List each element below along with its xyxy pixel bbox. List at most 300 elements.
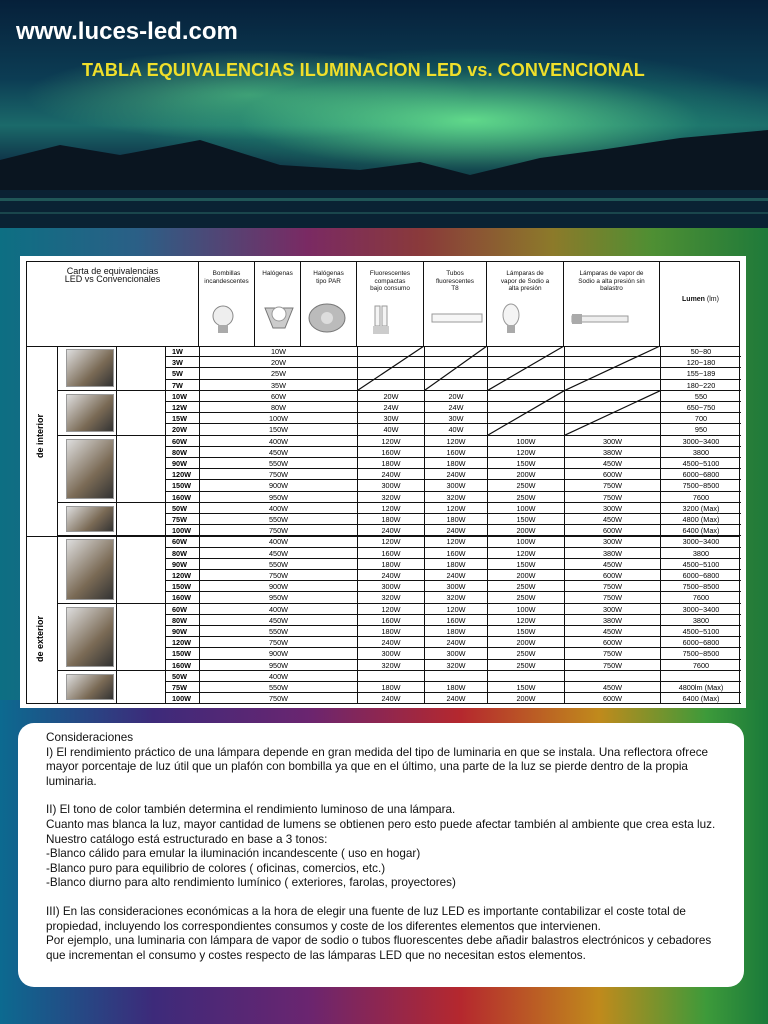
site-url[interactable]: www.luces-led.com	[16, 18, 238, 45]
interior-row-13-tub: 320W	[424, 492, 487, 503]
exterior-row-9-lum: 6000~6800	[660, 637, 741, 648]
exterior-row-1-led: 80W	[165, 548, 199, 559]
exterior-row-12-flu	[357, 671, 424, 682]
exterior-row-8-led: 90W	[165, 626, 199, 637]
considerations-title: Consideraciones	[46, 731, 134, 744]
exterior-row-1-flu: 160W	[357, 548, 424, 559]
mr16-lamp-photo	[66, 349, 114, 387]
interior-row-8-inc: 400W	[199, 436, 357, 447]
interior-row-5-sod	[487, 402, 564, 413]
exterior-row-11-inc: 950W	[199, 660, 357, 671]
interior-row-8-lum: 3000~3400	[660, 436, 741, 447]
column-header-line: Sodio a alta presión sin	[578, 277, 645, 285]
exterior-row-10-inc: 900W	[199, 648, 357, 659]
exterior-row-7-tub: 160W	[424, 615, 487, 626]
exterior-row-11-flu: 320W	[357, 660, 424, 671]
interior-row-16-sod2: 600W	[564, 525, 660, 536]
exterior-row-13-flu: 180W	[357, 682, 424, 693]
group-divider	[116, 391, 117, 435]
panel-lamp-photo	[66, 506, 114, 533]
interior-row-15-led: 75W	[165, 514, 199, 525]
exterior-row-10-sod: 250W	[487, 648, 564, 659]
exterior-row-4-inc: 900W	[199, 581, 357, 592]
interior-row-9-led: 80W	[165, 447, 199, 458]
interior-row-1-inc: 20W	[199, 357, 357, 368]
interior-row-6-sod2	[564, 413, 660, 424]
considerations-panel	[18, 723, 744, 987]
interior-label: de interior	[35, 413, 45, 458]
interior-row-10-tub: 180W	[424, 458, 487, 469]
exterior-row-14-sod: 200W	[487, 693, 564, 704]
interior-row-6-sod	[487, 413, 564, 424]
exterior-row-4-sod2: 750W	[564, 581, 660, 592]
exterior-row-7-led: 80W	[165, 615, 199, 626]
carta-header	[27, 262, 199, 346]
interior-row-6-inc: 100W	[199, 413, 357, 424]
interior-row-8-led: 60W	[165, 436, 199, 447]
exterior-row-14-flu: 240W	[357, 693, 424, 704]
column-header-label	[424, 262, 486, 293]
exterior-row-1-lum: 3800	[660, 548, 741, 559]
column-header-2	[301, 262, 357, 346]
header-banner	[0, 0, 768, 228]
interior-row-1-lum: 120~180	[660, 357, 741, 368]
exterior-row-13-sod2: 450W	[564, 682, 660, 693]
exterior-row-8-tub: 180W	[424, 626, 487, 637]
lamp-icon	[428, 302, 483, 336]
exterior-row-0-inc: 400W	[199, 536, 357, 547]
interior-row-0-sod	[487, 346, 564, 357]
interior-row-15-lum: 4800 (Max)	[660, 514, 741, 525]
exterior-row-2-inc: 550W	[199, 559, 357, 570]
interior-row-15-inc: 550W	[199, 514, 357, 525]
group-divider	[116, 436, 117, 502]
column-header-line: Halógenas	[262, 270, 293, 277]
interior-row-12-led: 150W	[165, 480, 199, 491]
exterior-row-12-inc: 400W	[199, 671, 357, 682]
exterior-row-10-led: 150W	[165, 648, 199, 659]
exterior-row-2-flu: 180W	[357, 559, 424, 570]
lamp-group-cell	[57, 671, 165, 705]
streetlight-photo	[66, 539, 114, 599]
interior-row-8-sod: 100W	[487, 436, 564, 447]
exterior-row-7-lum: 3800	[660, 615, 741, 626]
interior-row-3-tub	[424, 380, 487, 391]
exterior-row-14-inc: 750W	[199, 693, 357, 704]
column-header-line: Tubos	[446, 270, 464, 277]
exterior-row-4-lum: 7500~8500	[660, 581, 741, 592]
exterior-row-4-led: 150W	[165, 581, 199, 592]
exterior-row-9-flu: 240W	[357, 637, 424, 648]
exterior-row-8-sod: 150W	[487, 626, 564, 637]
exterior-row-5-sod2: 750W	[564, 592, 660, 603]
consideration-2f: -Blanco diurno para alto rendimiento lumínico ( exteriores, farolas, proyectores)	[46, 876, 456, 890]
interior-row-14-led: 50W	[165, 503, 199, 514]
interior-row-7-led: 20W	[165, 424, 199, 435]
column-header-line: Fluorescentes	[369, 270, 411, 277]
exterior-row-11-sod: 250W	[487, 660, 564, 671]
exterior-row-14-lum: 6400 (Max)	[660, 693, 741, 704]
column-header-line: alta presión	[508, 285, 542, 292]
exterior-row-9-sod: 200W	[487, 637, 564, 648]
interior-row-0-sod2	[564, 346, 660, 357]
floodlight-photo	[66, 607, 114, 667]
exterior-row-14-led: 100W	[165, 693, 199, 704]
interior-row-10-inc: 550W	[199, 458, 357, 469]
lumen-header	[660, 262, 741, 346]
consideration-2c: Nuestro catálogo está estructurado en base a 3 tonos:	[46, 832, 328, 846]
interior-row-2-sod	[487, 368, 564, 379]
highbay-lamp-photo	[66, 439, 114, 499]
exterior-row-8-lum: 4500~5100	[660, 626, 741, 637]
interior-row-2-sod2	[564, 368, 660, 379]
interior-row-12-flu: 300W	[357, 480, 424, 491]
column-header-1	[255, 262, 301, 346]
interior-row-5-flu: 24W	[357, 402, 424, 413]
interior-row-13-flu: 320W	[357, 492, 424, 503]
interior-row-3-led: 7W	[165, 380, 199, 391]
lamp-group-cell	[57, 436, 165, 503]
column-header-line: compactas	[374, 277, 406, 285]
consideration-2a: II) El tono de color también determina el rendimiento luminoso de una lámpara.	[46, 803, 456, 817]
column-header-line: fluorescentes	[435, 277, 474, 285]
consideration-3a: III) En las consideraciones económicas a la hora de elegir una fuente de luz LED es importante contabilizar el coste total de propiedad, incluyendo los correspondientes consumos y coste de los diferentes elementos que intervienen.	[46, 904, 686, 933]
interior-row-14-tub: 120W	[424, 503, 487, 514]
interior-row-6-tub: 30W	[424, 413, 487, 424]
interior-row-5-tub: 24W	[424, 402, 487, 413]
lamp-icon	[259, 302, 297, 336]
interior-row-4-sod	[487, 391, 564, 402]
column-header-0	[199, 262, 255, 346]
exterior-row-6-lum: 3000~3400	[660, 604, 741, 615]
interior-row-7-sod2	[564, 424, 660, 435]
consideration-2b: Cuanto mas blanca la luz, mayor cantidad de lumens se obtienen pero esto puede afectar también al ambiente que crea esta luz.	[46, 817, 716, 831]
exterior-row-3-sod2: 600W	[564, 570, 660, 581]
exterior-row-8-inc: 550W	[199, 626, 357, 637]
interior-row-3-sod	[487, 380, 564, 391]
exterior-row-3-tub: 240W	[424, 570, 487, 581]
interior-row-10-led: 90W	[165, 458, 199, 469]
interior-row-3-lum: 180~220	[660, 380, 741, 391]
consideration-3b: Por ejemplo, una luminaria con lámpara de vapor de sodio o tubos fluorescentes debe añadir balastros electrónicos y cebadores que incrementan el consumo y costes respecto de las lámparas LED que no necesitan estos elementos.	[46, 934, 712, 962]
interior-row-5-led: 12W	[165, 402, 199, 413]
exterior-row-11-tub: 320W	[424, 660, 487, 671]
interior-row-14-sod: 100W	[487, 503, 564, 514]
interior-row-8-tub: 120W	[424, 436, 487, 447]
exterior-row-4-tub: 300W	[424, 581, 487, 592]
exterior-row-3-led: 120W	[165, 570, 199, 581]
exterior-label: de exterior	[35, 615, 45, 662]
page-title: TABLA EQUIVALENCIAS ILUMINACION LED vs. CONVENCIONAL	[82, 60, 645, 80]
interior-row-4-tub: 20W	[424, 391, 487, 402]
interior-row-4-inc: 60W	[199, 391, 357, 402]
interior-row-7-lum: 950	[660, 424, 741, 435]
column-header-label	[199, 262, 254, 285]
exterior-row-13-led: 75W	[165, 682, 199, 693]
interior-row-1-sod2	[564, 357, 660, 368]
exterior-row-6-tub: 120W	[424, 604, 487, 615]
interior-row-8-flu: 120W	[357, 436, 424, 447]
exterior-row-5-flu: 320W	[357, 592, 424, 603]
exterior-row-6-inc: 400W	[199, 604, 357, 615]
interior-row-7-flu: 40W	[357, 424, 424, 435]
lamp-icon	[305, 302, 353, 336]
lamp-group-cell	[57, 346, 165, 391]
exterior-row-14-tub: 240W	[424, 693, 487, 704]
exterior-row-3-flu: 240W	[357, 570, 424, 581]
exterior-row-7-sod2: 380W	[564, 615, 660, 626]
group-divider	[116, 536, 117, 602]
exterior-row-3-sod: 200W	[487, 570, 564, 581]
interior-row-2-lum: 155~189	[660, 368, 741, 379]
column-header-line: incandescentes	[204, 277, 249, 285]
exterior-row-5-led: 160W	[165, 592, 199, 603]
lumen-label: Lumen	[682, 296, 705, 303]
exterior-row-7-inc: 450W	[199, 615, 357, 626]
interior-row-2-flu	[357, 368, 424, 379]
consideration-2d: -Blanco cálido para emular la iluminación incandescente ( uso en hogar)	[46, 847, 421, 861]
interior-row-0-inc: 10W	[199, 346, 357, 357]
exterior-row-10-tub: 300W	[424, 648, 487, 659]
exterior-row-7-sod: 120W	[487, 615, 564, 626]
interior-row-4-lum: 550	[660, 391, 741, 402]
interior-row-6-lum: 700	[660, 413, 741, 424]
column-header-line: bajo consumo	[370, 285, 410, 292]
lumen-unit: (lm)	[706, 296, 719, 303]
interior-row-9-inc: 450W	[199, 447, 357, 458]
column-header-4	[424, 262, 487, 346]
exterior-row-2-led: 90W	[165, 559, 199, 570]
interior-row-5-inc: 80W	[199, 402, 357, 413]
group-divider	[116, 503, 117, 536]
interior-row-5-sod2	[564, 402, 660, 413]
interior-row-10-sod: 150W	[487, 458, 564, 469]
interior-row-16-tub: 240W	[424, 525, 487, 536]
interior-row-8-sod2: 300W	[564, 436, 660, 447]
consideration-1: I) El rendimiento práctico de una lámpara depende en gran medida del tipo de luminaria en que se instala. Una reflectora ofrece mayor porcentaje de luz útil que un plafón con bombilla ya que en el último, una parte de la luz se pierde dentro de la propia luminaria.	[46, 745, 709, 788]
exterior-row-12-sod2	[564, 671, 660, 682]
interior-row-3-sod2	[564, 380, 660, 391]
column-header-line: Halógenas	[313, 270, 344, 277]
interior-row-11-sod: 200W	[487, 469, 564, 480]
exterior-row-8-flu: 180W	[357, 626, 424, 637]
column-header-line: tipo PAR	[316, 277, 341, 285]
equivalence-table	[26, 261, 740, 704]
interior-row-11-flu: 240W	[357, 469, 424, 480]
lamp-icon	[568, 302, 630, 336]
exterior-row-3-inc: 750W	[199, 570, 357, 581]
interior-row-15-tub: 180W	[424, 514, 487, 525]
section-divider	[27, 536, 739, 537]
interior-row-16-sod: 200W	[487, 525, 564, 536]
interior-row-4-sod2	[564, 391, 660, 402]
interior-row-6-led: 15W	[165, 413, 199, 424]
interior-row-5-lum: 650~750	[660, 402, 741, 413]
interior-row-9-sod: 120W	[487, 447, 564, 458]
exterior-row-6-sod2: 300W	[564, 604, 660, 615]
exterior-row-10-sod2: 750W	[564, 648, 660, 659]
column-header-line: balastro	[600, 285, 623, 292]
exterior-row-9-tub: 240W	[424, 637, 487, 648]
exterior-row-6-sod: 100W	[487, 604, 564, 615]
interior-row-16-led: 100W	[165, 525, 199, 536]
exterior-row-6-led: 60W	[165, 604, 199, 615]
exterior-row-9-sod2: 600W	[564, 637, 660, 648]
interior-row-16-lum: 6400 (Max)	[660, 525, 741, 536]
exterior-row-1-tub: 160W	[424, 548, 487, 559]
exterior-row-12-sod	[487, 671, 564, 682]
lamp-icon	[361, 302, 420, 336]
interior-row-12-tub: 300W	[424, 480, 487, 491]
interior-row-2-tub	[424, 368, 487, 379]
exterior-row-3-lum: 6000~6800	[660, 570, 741, 581]
label-column-divider	[57, 346, 58, 703]
exterior-row-13-inc: 550W	[199, 682, 357, 693]
exterior-row-0-flu: 120W	[357, 536, 424, 547]
interior-row-0-lum: 50~80	[660, 346, 741, 357]
interior-row-13-led: 160W	[165, 492, 199, 503]
carta-line1: Carta de equivalencias	[66, 266, 159, 276]
column-header-label	[301, 262, 356, 285]
exterior-row-12-tub	[424, 671, 487, 682]
interior-row-15-sod2: 450W	[564, 514, 660, 525]
column-header-label	[487, 262, 563, 293]
column-header-6	[564, 262, 660, 346]
interior-row-1-sod	[487, 357, 564, 368]
column-header-line: Lámparas de vapor de	[579, 270, 644, 277]
exterior-row-12-lum	[660, 671, 741, 682]
mountain-silhouette	[0, 120, 768, 228]
exterior-row-14-sod2: 600W	[564, 693, 660, 704]
interior-row-11-sod2: 600W	[564, 469, 660, 480]
column-header-label	[357, 262, 423, 293]
interior-row-1-tub	[424, 357, 487, 368]
exterior-row-6-flu: 120W	[357, 604, 424, 615]
interior-row-3-flu	[357, 380, 424, 391]
exterior-row-0-led: 60W	[165, 536, 199, 547]
exterior-row-5-inc: 950W	[199, 592, 357, 603]
group-divider	[116, 671, 117, 704]
consideration-2e: -Blanco puro para equilibrio de colores ( oficinas, comercios, etc.)	[46, 861, 386, 875]
interior-row-16-inc: 750W	[199, 525, 357, 536]
column-header-label	[564, 262, 659, 293]
group-divider	[116, 346, 117, 390]
interior-row-0-led: 1W	[165, 346, 199, 357]
floodlight-small-photo	[66, 674, 114, 701]
exterior-row-13-tub: 180W	[424, 682, 487, 693]
equivalence-table-panel	[20, 256, 746, 708]
column-header-line: T8	[451, 285, 459, 292]
exterior-row-13-sod: 150W	[487, 682, 564, 693]
exterior-row-11-sod2: 750W	[564, 660, 660, 671]
interior-row-0-flu	[357, 346, 424, 357]
exterior-row-0-sod2: 300W	[564, 536, 660, 547]
interior-row-3-inc: 35W	[199, 380, 357, 391]
interior-row-11-inc: 750W	[199, 469, 357, 480]
interior-row-12-inc: 900W	[199, 480, 357, 491]
lamp-group-cell	[57, 391, 165, 436]
interior-row-7-sod	[487, 424, 564, 435]
interior-row-10-sod2: 450W	[564, 458, 660, 469]
interior-row-11-led: 120W	[165, 469, 199, 480]
interior-row-1-flu	[357, 357, 424, 368]
exterior-row-10-flu: 300W	[357, 648, 424, 659]
interior-row-9-lum: 3800	[660, 447, 741, 458]
exterior-row-5-tub: 320W	[424, 592, 487, 603]
interior-row-15-flu: 180W	[357, 514, 424, 525]
interior-row-13-sod: 250W	[487, 492, 564, 503]
interior-row-12-sod2: 750W	[564, 480, 660, 491]
interior-row-9-flu: 160W	[357, 447, 424, 458]
spot-lamp-photo	[66, 394, 114, 432]
exterior-row-1-sod2: 380W	[564, 548, 660, 559]
exterior-row-11-led: 160W	[165, 660, 199, 671]
interior-row-14-inc: 400W	[199, 503, 357, 514]
exterior-row-13-lum: 4800lm (Max)	[660, 682, 741, 693]
exterior-row-2-sod2: 450W	[564, 559, 660, 570]
interior-row-10-flu: 180W	[357, 458, 424, 469]
exterior-row-0-sod: 100W	[487, 536, 564, 547]
interior-row-16-flu: 240W	[357, 525, 424, 536]
interior-row-14-lum: 3200 (Max)	[660, 503, 741, 514]
interior-row-7-tub: 40W	[424, 424, 487, 435]
interior-row-15-sod: 150W	[487, 514, 564, 525]
interior-row-2-led: 5W	[165, 368, 199, 379]
interior-row-11-tub: 240W	[424, 469, 487, 480]
interior-row-13-lum: 7600	[660, 492, 741, 503]
lamp-group-cell	[57, 604, 165, 671]
exterior-row-0-tub: 120W	[424, 536, 487, 547]
column-header-label	[255, 262, 300, 278]
exterior-row-1-sod: 120W	[487, 548, 564, 559]
exterior-row-10-lum: 7500~8500	[660, 648, 741, 659]
exterior-row-2-tub: 180W	[424, 559, 487, 570]
exterior-row-0-lum: 3000~3400	[660, 536, 741, 547]
carta-line2: LED vs Convencionales	[64, 273, 161, 284]
lamp-group-cell	[57, 503, 165, 537]
column-header-line: Lámparas de	[506, 270, 544, 277]
lamp-group-cell	[57, 536, 165, 603]
exterior-row-8-sod2: 450W	[564, 626, 660, 637]
exterior-row-9-inc: 750W	[199, 637, 357, 648]
interior-row-13-sod2: 750W	[564, 492, 660, 503]
interior-row-14-flu: 120W	[357, 503, 424, 514]
exterior-row-4-sod: 250W	[487, 581, 564, 592]
lamp-icon	[203, 302, 251, 336]
exterior-row-11-lum: 7600	[660, 660, 741, 671]
exterior-row-5-sod: 250W	[487, 592, 564, 603]
lamp-icon	[491, 302, 553, 336]
interior-row-7-inc: 150W	[199, 424, 357, 435]
interior-row-4-flu: 20W	[357, 391, 424, 402]
interior-row-4-led: 10W	[165, 391, 199, 402]
column-header-5	[487, 262, 564, 346]
interior-row-1-led: 3W	[165, 357, 199, 368]
column-header-line: vapor de Sodio a	[500, 277, 550, 285]
interior-row-9-tub: 160W	[424, 447, 487, 458]
interior-row-11-lum: 6000~6800	[660, 469, 741, 480]
exterior-row-9-led: 120W	[165, 637, 199, 648]
interior-row-14-sod2: 300W	[564, 503, 660, 514]
exterior-row-5-lum: 7600	[660, 592, 741, 603]
interior-row-12-lum: 7500~8500	[660, 480, 741, 491]
interior-row-0-tub	[424, 346, 487, 357]
interior-row-6-flu: 30W	[357, 413, 424, 424]
interior-row-2-inc: 25W	[199, 368, 357, 379]
interior-row-13-inc: 950W	[199, 492, 357, 503]
interior-row-9-sod2: 380W	[564, 447, 660, 458]
exterior-row-2-lum: 4500~5100	[660, 559, 741, 570]
